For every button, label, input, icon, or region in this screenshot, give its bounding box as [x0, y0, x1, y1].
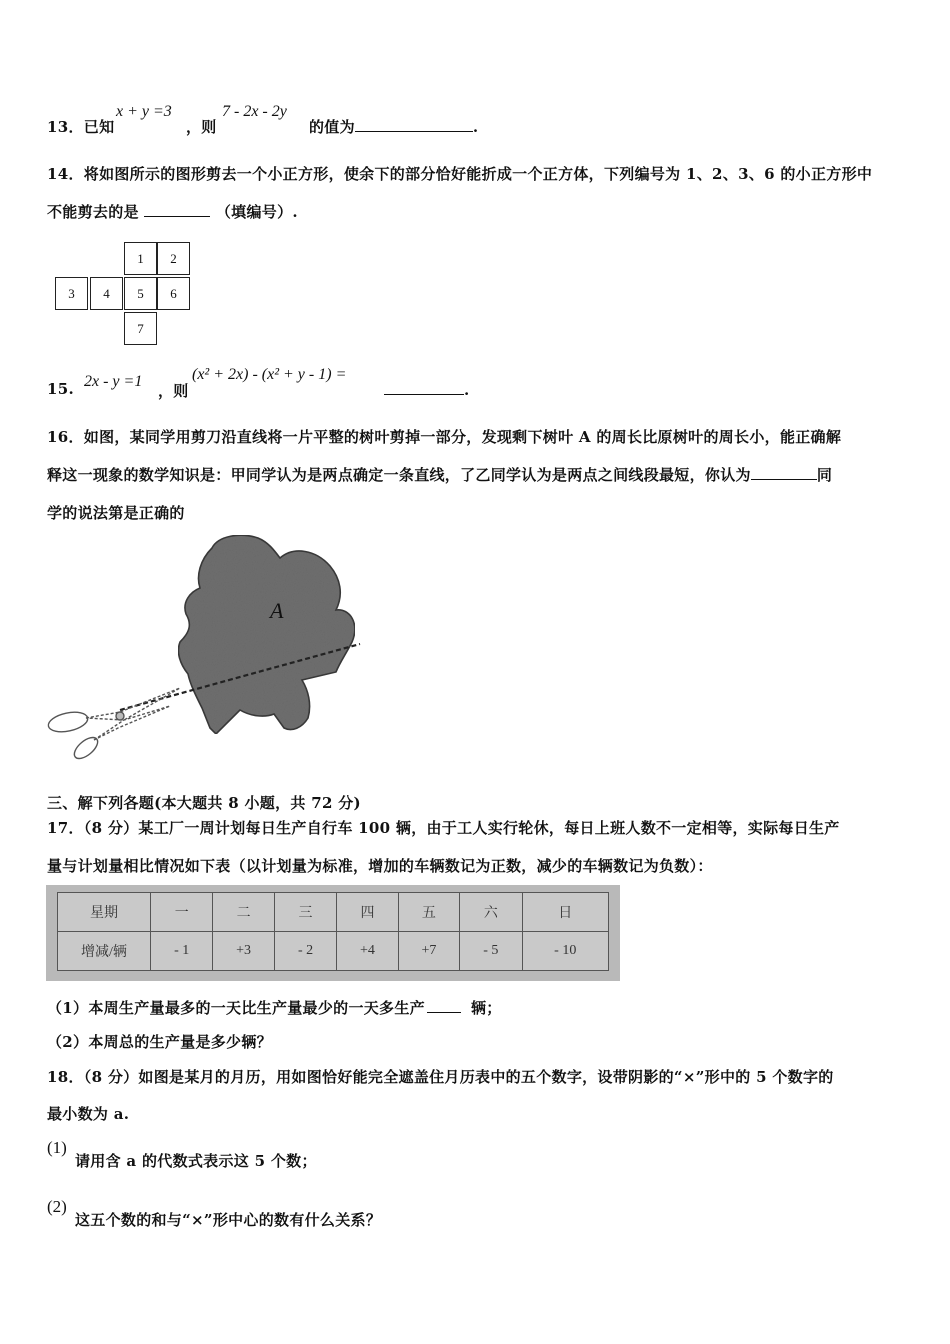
q14-line1: 14．将如图所示的图形剪去一个小正方形，使余下的部分恰好能折成一个正方体，下列编号为 1、2、3、6 的小正方形中: [47, 165, 873, 183]
q15-answer-blank[interactable]: [384, 380, 464, 395]
table-cell: +3: [213, 932, 274, 971]
q13-target-expr: 7 - 2x - 2y: [222, 103, 287, 120]
q14-line2: [47, 201, 298, 222]
q16-line2-text: 释这一现象的数学知识是：甲同学认为是两点确定一条直线，了乙同学认为是两点之间线段最短，你认为: [47, 466, 751, 484]
scissors-icon: [47, 688, 180, 762]
leaf-shape: [178, 535, 354, 734]
table-cell: 星期: [58, 893, 151, 932]
q15-number: 15.: [47, 380, 74, 398]
q15-answer: [384, 380, 470, 399]
q17-answer-blank[interactable]: [427, 998, 461, 1013]
q13-end: .: [472, 118, 479, 136]
q13-condition-expr: x + y =3: [116, 103, 172, 120]
net-cell-3: 3: [55, 277, 88, 310]
question-13: [47, 116, 114, 137]
table-cell: 四: [337, 893, 398, 932]
q18-sub2: 这五个数的和与“×”形中心的数有什么关系？: [75, 1211, 382, 1229]
table-cell: 六: [460, 893, 522, 932]
q13-tail-text: 的值为: [309, 118, 355, 136]
table-cell: +4: [337, 932, 398, 971]
table-cell: 日: [522, 893, 608, 932]
q13-number: 13．已知: [47, 118, 115, 136]
table-row: [58, 932, 609, 971]
q17-table-photo: [46, 885, 620, 981]
table-cell: - 1: [151, 932, 213, 971]
table-cell: 增减/辆: [58, 932, 151, 971]
q16-line1: 16．如图，某同学用剪刀沿直线将一片平整的树叶剪掉一部分，发现剩下树叶 A 的周长比原树叶的周长小，能正确解: [47, 428, 842, 446]
q15-target-expr: (x² + 2x) - (x² + y - 1) =: [192, 366, 347, 383]
cube-net-figure: [55, 242, 195, 349]
net-cell-2: 2: [157, 242, 190, 275]
q16-answer-blank[interactable]: [751, 465, 817, 480]
q14-line2-end: （填编号）.: [215, 203, 298, 221]
q16-line2: [47, 464, 832, 485]
table-cell: - 2: [274, 932, 336, 971]
q16-line3: 学的说法第是正确的: [47, 504, 185, 522]
q17-sub1-end: 辆；: [470, 999, 502, 1017]
q18-sub1: 请用含 a 的代数式表示这 5 个数；: [75, 1152, 317, 1170]
q15-end: .: [464, 381, 470, 399]
leaf-label-a: A: [270, 598, 284, 623]
net-cell-7: 7: [124, 312, 157, 345]
net-cell-5: 5: [124, 277, 157, 310]
table-cell: 五: [398, 893, 459, 932]
net-cell-6: 6: [157, 277, 190, 310]
q13-tail: [309, 116, 478, 137]
q18-sub2-number: (2): [47, 1197, 67, 1216]
q13-sep: ，则: [186, 118, 217, 136]
net-cell-4: 4: [90, 277, 123, 310]
q16-line2-end: 同: [816, 466, 833, 484]
q17-sub1-text: （1）本周生产量最多的一天比生产量最少的一天多生产: [47, 999, 425, 1017]
q14-line2-text: 不能剪去的是: [47, 203, 139, 221]
q17-sub2: （2）本周总的生产量是多少辆？: [47, 1033, 272, 1051]
q17-line2: 量与计划量相比情况如下表（以计划量为标准，增加的车辆数记为正数，减少的车辆数记为负数）：: [47, 857, 713, 875]
table-cell: - 5: [460, 932, 522, 971]
q15-sep: ，则: [158, 382, 189, 400]
q18-line1: 18．（8 分）如图是某月的月历，用如图恰好能完全遮盖住月历表中的五个数字，设带阴影的“×”形中的 5 个数字的: [47, 1068, 834, 1086]
table-cell: 三: [274, 893, 336, 932]
table-cell: +7: [398, 932, 459, 971]
table-cell: 二: [213, 893, 274, 932]
q18-line2: 最小数为 a.: [47, 1105, 130, 1123]
table-cell: 一: [151, 893, 213, 932]
net-cell-1: 1: [124, 242, 157, 275]
table-header-row: [58, 893, 609, 932]
q17-table: [57, 892, 609, 971]
q15-condition-expr: 2x - y =1: [84, 373, 143, 390]
table-cell: - 10: [522, 932, 608, 971]
q14-answer-blank[interactable]: [144, 202, 210, 217]
q18-sub1-number: (1): [47, 1138, 67, 1157]
q13-answer-blank[interactable]: [355, 117, 473, 132]
q17-line1: 17．（8 分）某工厂一周计划每日生产自行车 100 辆，由于工人实行轮休，每日上班人数不一定相等，实际每日生产: [47, 819, 840, 837]
leaf-scissors-figure: [40, 528, 380, 773]
section-3-title: 三、解下列各题(本大题共 8 小题，共 72 分): [47, 794, 361, 812]
q17-sub1: [47, 997, 502, 1018]
